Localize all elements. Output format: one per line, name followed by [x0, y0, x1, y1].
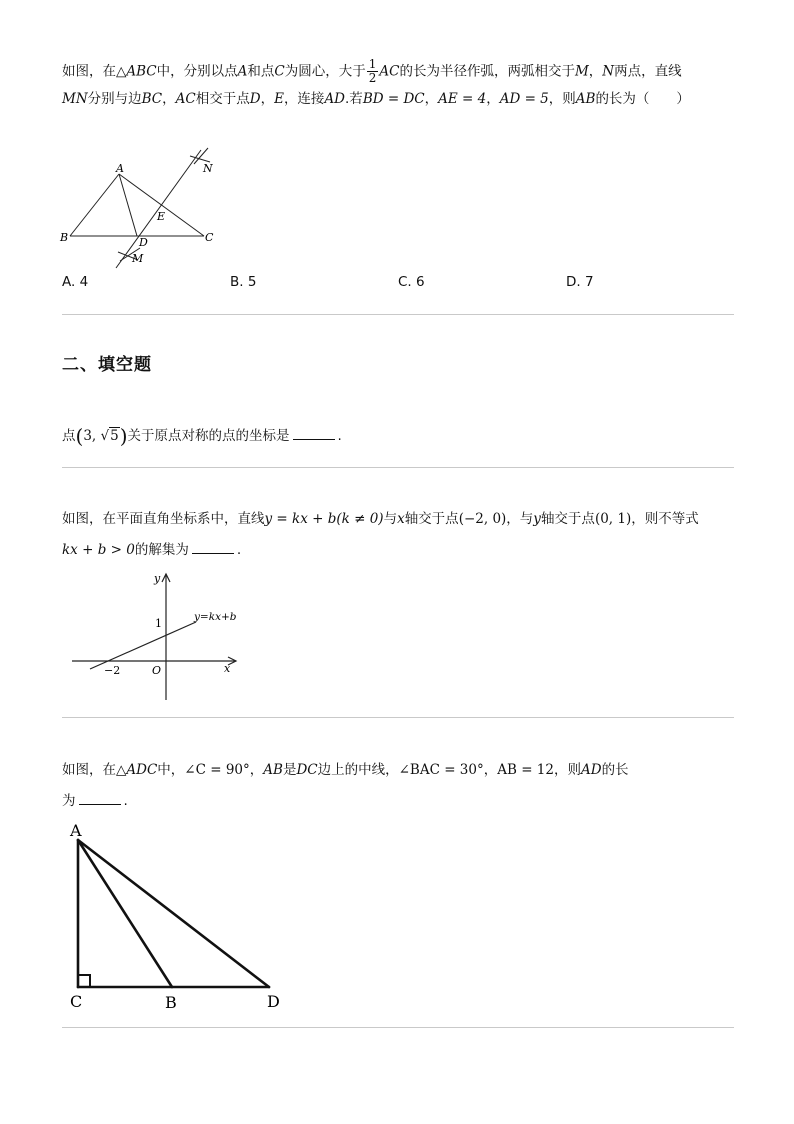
q3-text: 如图，在平面直角坐标系中，直线 [62, 511, 265, 527]
q3-text: 轴交于点 [540, 511, 595, 527]
fraction-denominator: 2 [368, 71, 377, 85]
q2-coordinate-sep: , [91, 428, 97, 444]
segment-ab [70, 174, 119, 236]
answer-blank[interactable] [79, 791, 121, 805]
q4-math: AD [580, 762, 602, 778]
q1-text: 分别与边 [87, 91, 142, 107]
q4-text: ， [249, 762, 264, 778]
left-paren: ( [75, 424, 84, 448]
q4-text: 为 [62, 793, 76, 809]
tick-label-one: 1 [155, 617, 162, 630]
x-axis-label: x [224, 662, 231, 675]
q3-text: 与 [383, 511, 398, 527]
q3-math: x [397, 511, 405, 527]
q1-math: AB [575, 91, 596, 107]
label-e: E [157, 210, 166, 223]
divider [62, 1027, 734, 1028]
q1-math: BD = DC [362, 91, 425, 107]
q1-math: BC [141, 91, 163, 107]
q1-line-2 [62, 89, 690, 109]
q1-text: 和点 [247, 63, 275, 80]
one-half-fraction [367, 58, 379, 85]
line-equation-label: y=kx+b [194, 611, 237, 623]
label-c: C [70, 992, 83, 1011]
q3-text: 的解集为 [134, 542, 189, 558]
q2-coordinate-x: 3 [83, 428, 92, 444]
divider [62, 717, 734, 718]
q4-math: ∠BAC = 30° [398, 762, 484, 778]
divider [62, 314, 734, 315]
option-c[interactable]: C. 6 [398, 274, 425, 290]
q4-text: 是 [282, 762, 297, 778]
answer-blank[interactable] [192, 540, 234, 554]
q1-text: 的长为（ ） [595, 91, 690, 107]
q1-math: E [274, 91, 284, 107]
tick-label-minus-two: −2 [104, 664, 121, 677]
y-axis-label: y [154, 572, 161, 585]
origin-label: O [152, 664, 162, 677]
q3-line-2 [62, 540, 241, 560]
q3-math: y [533, 511, 541, 527]
q3-text: . [236, 542, 242, 558]
q1-text: 中，分别以点 [156, 63, 238, 80]
q1-math: A [237, 63, 248, 80]
q1-text: 相交于点 [195, 91, 250, 107]
label-a: A [116, 162, 124, 175]
q1-math: AE = 4 [438, 91, 487, 107]
option-d[interactable]: D. 7 [566, 274, 594, 290]
q3-text: ，则不等式 [631, 511, 699, 527]
segment-ad [119, 174, 137, 236]
q1-text: ， [162, 91, 176, 107]
q1-text: ， [588, 63, 603, 80]
q1-math: ABC [126, 63, 157, 80]
line-y-kx-b [90, 622, 196, 669]
q2-text: 点 [62, 428, 76, 444]
q1-text: .若 [345, 91, 363, 107]
label-n: N [203, 162, 213, 175]
fraction-numerator: 1 [368, 57, 377, 71]
sqrt-radicand: 5 [110, 428, 119, 444]
q1-text: ， [486, 91, 500, 107]
q3-math: (−2, 0) [458, 511, 507, 527]
q4-text: . [123, 793, 128, 809]
sqrt-expression: √5 [100, 428, 119, 444]
q4-math: AB = 12 [497, 762, 554, 778]
q4-text: 中， [157, 762, 185, 778]
q1-math: N [602, 63, 615, 80]
q4-text: 如图，在△ [62, 762, 127, 778]
label-b: B [165, 993, 177, 1012]
q1-math: AD [324, 91, 346, 107]
q4-figure [62, 818, 292, 1016]
q2-text: 关于原点对称的点的坐标是 [127, 428, 290, 444]
label-d: D [139, 236, 148, 249]
q1-text: 两点，直线 [614, 63, 682, 80]
q1-text: ，则 [548, 91, 576, 107]
q1-math: AC [175, 91, 196, 107]
q4-math: ADC [126, 762, 158, 778]
q1-text: 的长为半径作弧，两弧相交于 [399, 63, 575, 80]
segment-ad [78, 840, 269, 987]
q1-text: 为圆心，大于 [284, 63, 366, 80]
q1-math: M [574, 63, 589, 80]
q4-math: AB [263, 762, 283, 778]
option-a[interactable]: A. 4 [62, 274, 89, 290]
option-b[interactable]: B. 5 [230, 274, 257, 290]
label-b: B [60, 231, 69, 244]
q1-line-1 [62, 58, 682, 85]
q3-line-1 [62, 509, 699, 529]
segment-ab [78, 840, 172, 987]
q3-text: ，与 [506, 511, 534, 527]
answer-blank[interactable] [293, 426, 335, 440]
q3-figure [68, 568, 248, 704]
label-m: M [132, 252, 144, 265]
q1-math: AD = 5 [499, 91, 549, 107]
q1-math: D [249, 91, 261, 107]
q1-math: AC [379, 63, 400, 80]
q2-line [62, 426, 342, 446]
q3-math: y = kx + b(k ≠ 0) [264, 511, 384, 527]
q3-math: (0, 1) [594, 511, 632, 527]
q1-math: C [274, 63, 285, 80]
right-angle-mark [78, 975, 90, 987]
q3-text: 轴交于点 [404, 511, 459, 527]
label-a: A [70, 821, 82, 840]
q1-text: ， [260, 91, 275, 107]
divider [62, 467, 734, 468]
q1-text: ， [424, 91, 439, 107]
right-paren: ) [119, 424, 128, 448]
q1-math: MN [62, 91, 88, 107]
q4-line-1 [62, 760, 629, 780]
q3-math: kx + b > 0 [62, 542, 135, 558]
q4-line-2 [62, 791, 128, 811]
q4-text: 的长 [601, 762, 629, 778]
q1-figure [58, 142, 228, 270]
section-title: 二、填空题 [62, 355, 152, 375]
q4-math: DC [296, 762, 318, 778]
q4-text: ， [483, 762, 498, 778]
q2-text: . [337, 428, 342, 444]
label-c: C [205, 231, 214, 244]
q4-text: 边上的中线， [317, 762, 399, 778]
q4-math: ∠C = 90° [184, 762, 250, 778]
label-d: D [267, 992, 280, 1011]
q1-text: ，连接 [283, 91, 325, 107]
q4-text: ，则 [553, 762, 581, 778]
q1-text: 如图，在△ [62, 63, 127, 80]
